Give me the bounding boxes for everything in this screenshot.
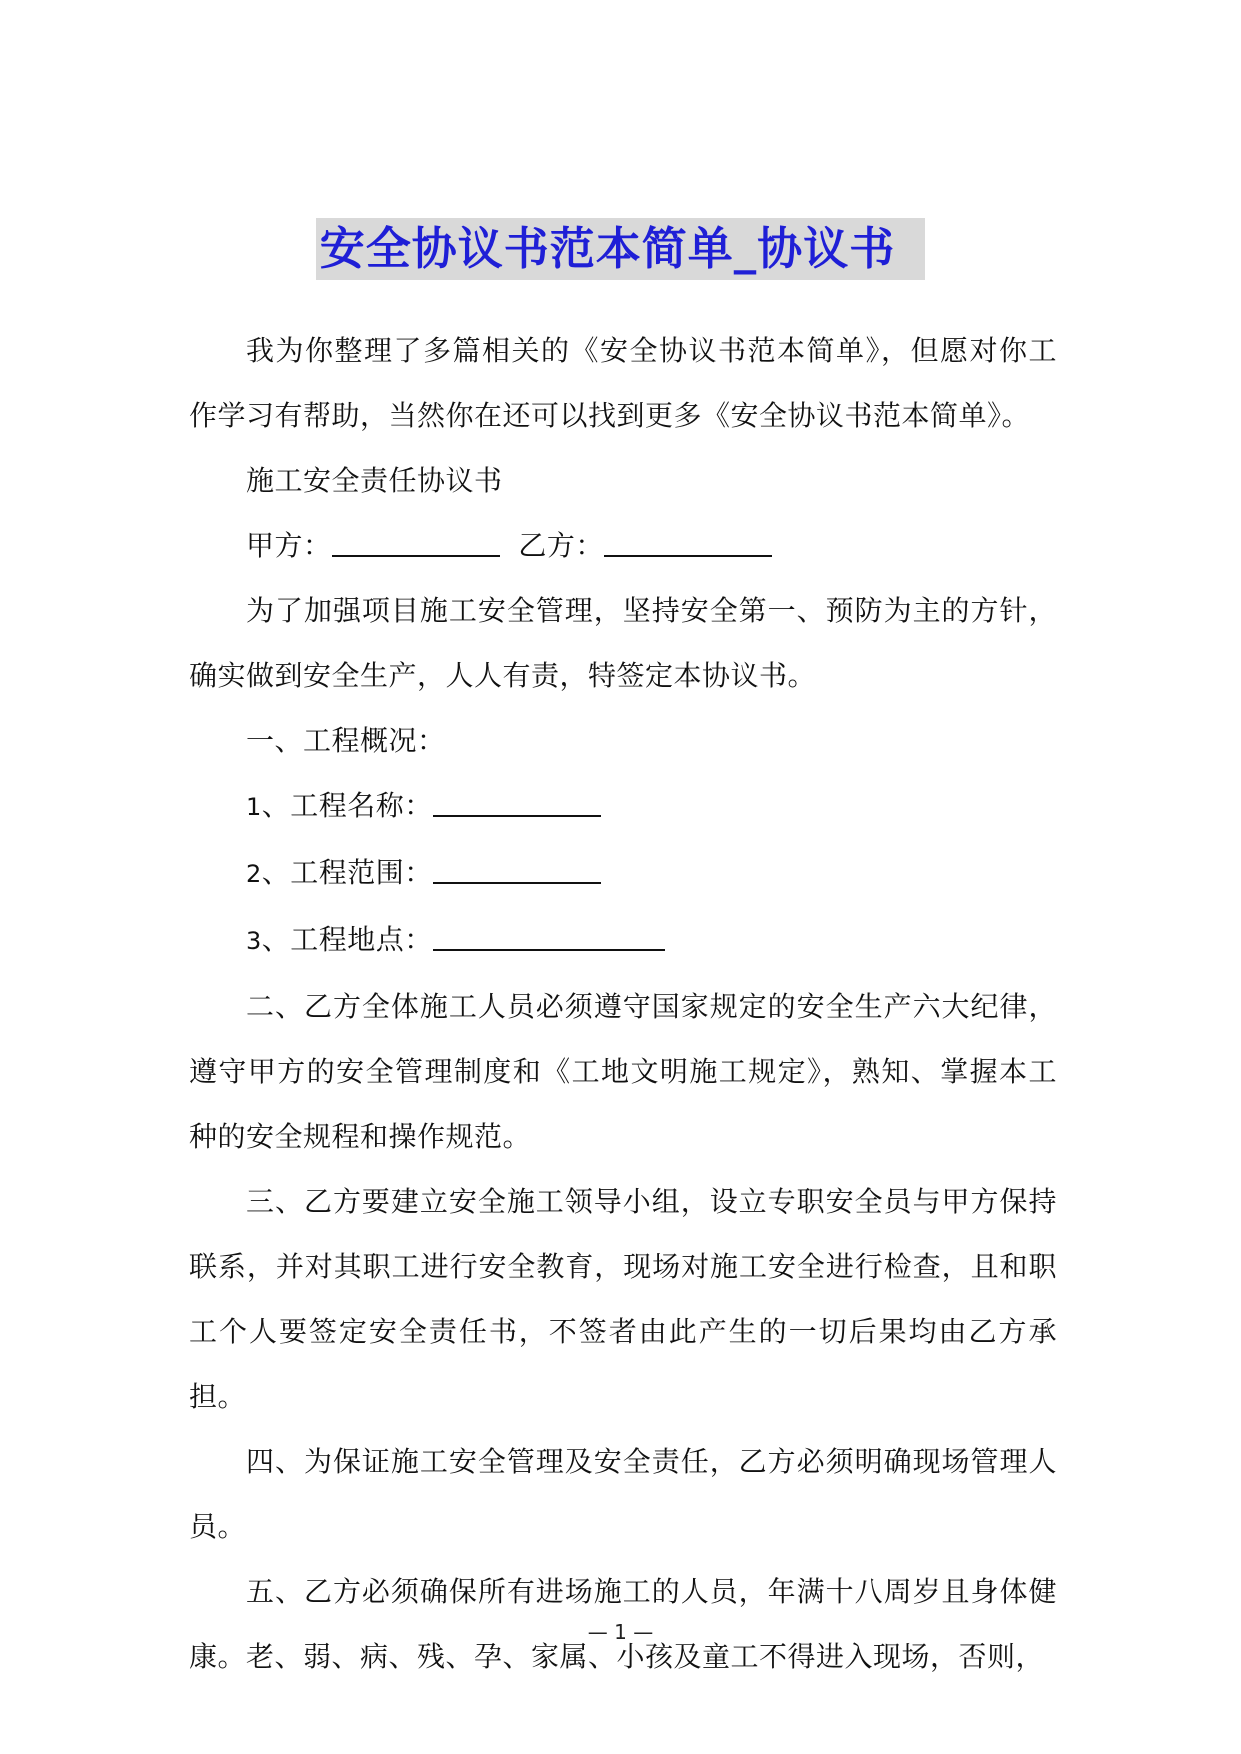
document-title: 安全协议书范本简单_协议书 xyxy=(316,218,926,280)
title-container xyxy=(0,218,1241,280)
item2-number: 2 xyxy=(246,860,262,888)
project-scope-label: 、工程范围： xyxy=(261,856,433,889)
party-a-label: 甲方： xyxy=(246,529,332,562)
item1-number: 1 xyxy=(246,793,262,821)
project-name-label: 、工程名称： xyxy=(261,789,433,822)
party-b-label: 乙方： xyxy=(518,529,604,562)
project-name-line xyxy=(189,773,1057,840)
project-location-label: 、工程地点： xyxy=(261,923,433,956)
project-scope-line xyxy=(189,840,1057,907)
agreement-subtitle: 施工安全责任协议书 xyxy=(246,464,503,497)
intro-paragraph: 我为你整理了多篇相关的《安全协议书范本简单》，但愿对你工作学习有帮助，当然你在还可以找到更多《安全协议书范本简单》。 xyxy=(189,334,1057,432)
item3-number: 3 xyxy=(246,927,262,955)
section3-paragraph: 三、乙方要建立安全施工领导小组，设立专职安全员与甲方保持联系，并对其职工进行安全教育，现场对施工安全进行检查，且和职工个人要签定安全责任书，不签者由此产生的一切后果均由乙方承担。 xyxy=(189,1185,1057,1413)
section4-paragraph: 四、为保证施工安全管理及安全责任，乙方必须明确现场管理人员。 xyxy=(189,1445,1057,1543)
project-location-line xyxy=(189,907,1057,974)
section1-heading: 一、工程概况： xyxy=(246,724,446,757)
section2-paragraph: 二、乙方全体施工人员必须遵守国家规定的安全生产六大纪律，遵守甲方的安全管理制度和《工地文明施工规定》，熟知、掌握本工种的安全规程和操作规范。 xyxy=(189,990,1057,1153)
section5-paragraph: 五、乙方必须确保所有进场施工的人员，年满十八周岁且身体健康。老、弱、病、残、孕、家属、小孩及童工不得进入现场，否则， xyxy=(189,1575,1057,1673)
page-number: — 1 — xyxy=(587,1620,654,1644)
project-scope-blank xyxy=(433,856,601,884)
purpose-paragraph: 为了加强项目施工安全管理，坚持安全第一、预防为主的方针，确实做到安全生产，人人有责，特签定本协议书。 xyxy=(189,594,1057,692)
project-location-blank xyxy=(433,923,665,951)
parties-line xyxy=(189,513,1057,578)
project-name-blank xyxy=(433,789,601,817)
party-b-blank xyxy=(604,529,772,557)
document-body xyxy=(189,318,1057,1689)
party-a-blank xyxy=(332,529,500,557)
